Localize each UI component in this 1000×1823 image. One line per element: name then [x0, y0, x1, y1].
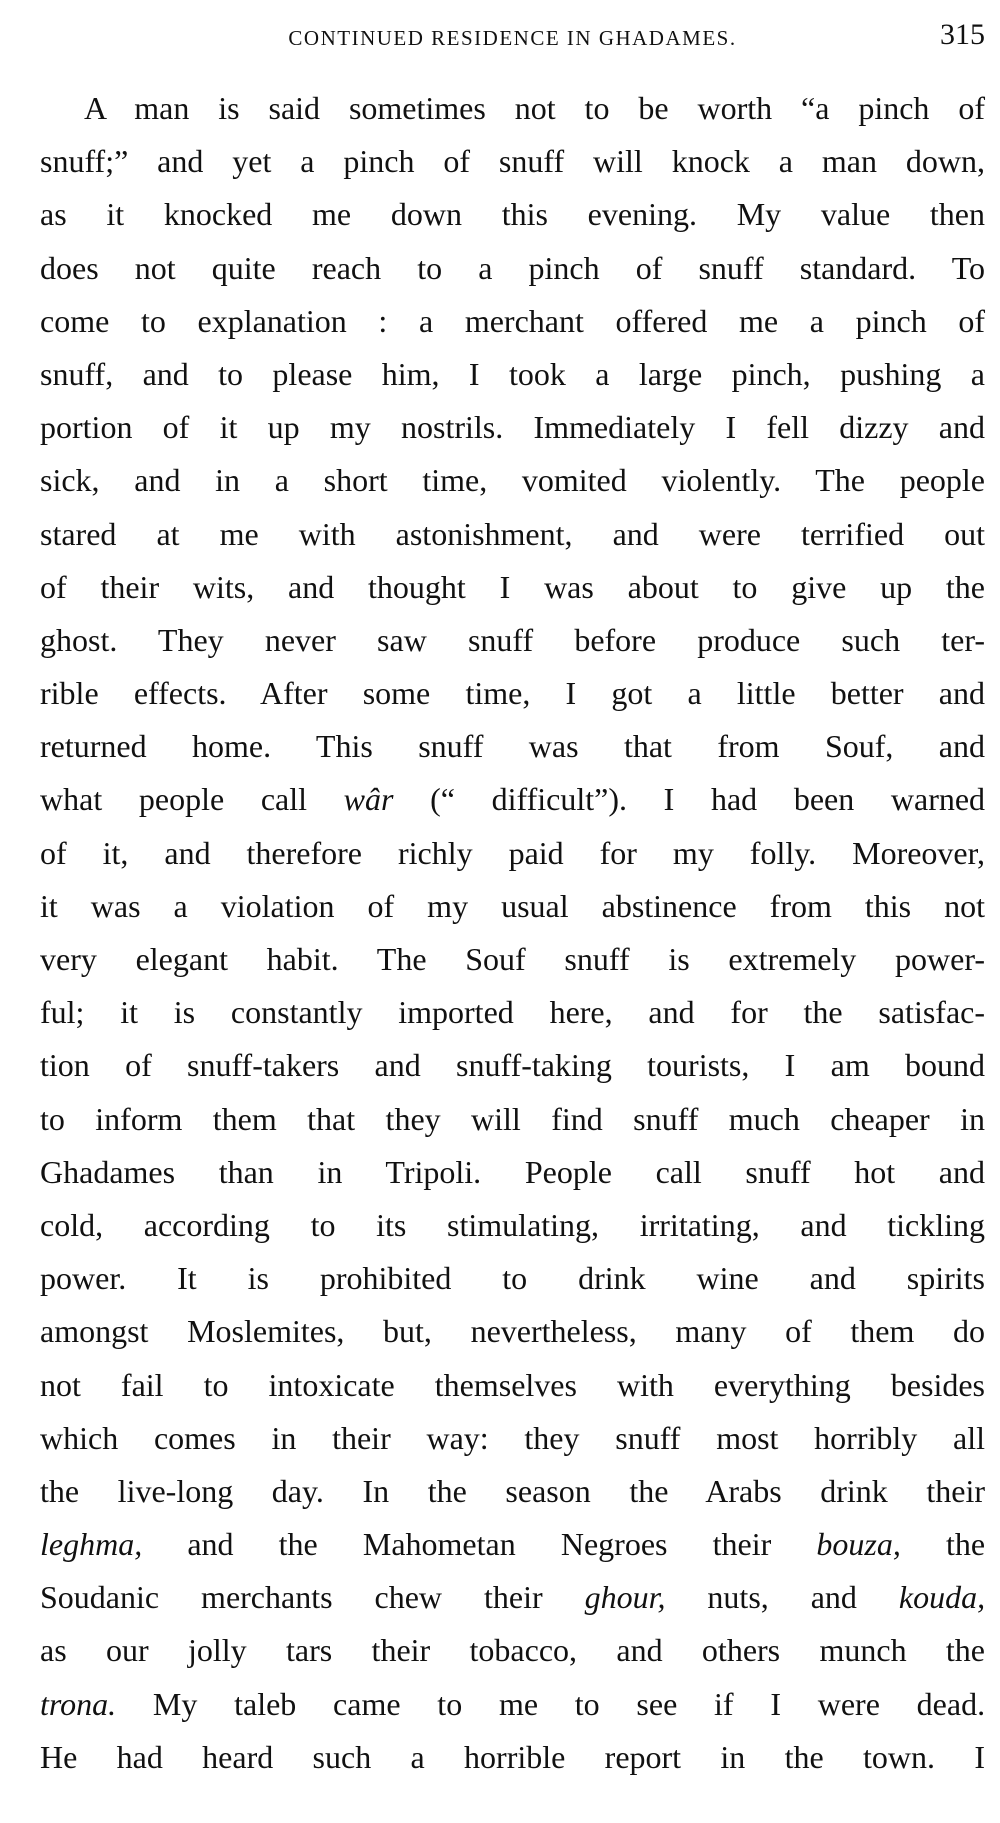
text-line: it was a violation of my usual abstinence from this not — [40, 887, 985, 924]
italic-word: ghour, — [584, 1579, 666, 1616]
text-line: Soudanic merchants chew their ghour, nuts, and kouda, — [40, 1579, 986, 1616]
text-line: come to explanation : a merchant offered me a pinch of — [40, 302, 985, 339]
text-line: the live-long day. In the season the Arabs drink their — [40, 1472, 985, 1509]
text-line: of it, and therefore richly paid for my folly. Moreover, — [40, 834, 985, 871]
text-line: amongst Moslemites, but, nevertheless, many of them do — [40, 1313, 985, 1350]
text-line: ful; it is constantly imported here, and for the satisfac- — [40, 994, 985, 1031]
running-title: CONTINUED RESIDENCE IN GHADAMES. — [288, 26, 737, 50]
text-line: very elegant habit. The Souf snuff is extremely power- — [40, 941, 985, 977]
italic-word: trona. — [40, 1685, 117, 1722]
italic-word: bouza, — [816, 1526, 901, 1563]
italic-word: wâr — [343, 781, 394, 818]
text-line: portion of it up my nostrils. Immediately I fell dizzy and — [40, 409, 985, 446]
text-line: Ghadames than in Tripoli. People call snuff hot and — [40, 1153, 985, 1190]
text-line: stared at me with astonishment, and were terrified out — [40, 515, 985, 552]
text-line: as it knocked me down this evening. My value then — [40, 196, 985, 233]
text-line: returned home. This snuff was that from Souf, and — [40, 728, 985, 765]
page-number: 315 — [940, 18, 985, 51]
text-line: does not quite reach to a pinch of snuff standard. To — [40, 249, 985, 286]
text-line: ghost. They never saw snuff before produce such ter- — [40, 621, 985, 658]
text-line: cold, according to its stimulating, irritating, and tickling — [40, 1206, 985, 1243]
text-line: to inform them that they will find snuff much cheaper in — [40, 1100, 985, 1137]
text-line: sick, and in a short time, vomited violently. The people — [40, 462, 985, 499]
text-line: snuff;” and yet a pinch of snuff will knock a man down, — [40, 143, 985, 180]
italic-word: kouda, — [898, 1579, 986, 1616]
text-line: snuff, and to please him, I took a large pinch, pushing a — [40, 355, 985, 392]
text-line: leghma, and the Mahometan Negroes their bouza, the — [40, 1526, 986, 1563]
text-line: rible effects. After some time, I got a little better and — [40, 675, 985, 712]
text-line: tion of snuff-takers and snuff-taking tourists, I am bound — [40, 1047, 985, 1084]
text-line: A man is said sometimes not to be worth “a pinch of — [84, 90, 985, 126]
italic-word: leghma, — [40, 1526, 143, 1563]
text-line: as our jolly tars their tobacco, and others munch the — [40, 1632, 985, 1669]
text-line: power. It is prohibited to drink wine and spirits — [40, 1260, 985, 1297]
page-header — [40, 18, 985, 68]
text-line: what people call wâr (“ difficult”). I had been warned — [40, 781, 986, 818]
text-line: of their wits, and thought I was about to give up the — [40, 568, 985, 605]
body-text — [40, 82, 985, 1784]
text-line: trona. My taleb came to me to see if I were dead. — [40, 1685, 986, 1722]
text-line: which comes in their way: they snuff most horribly all — [40, 1419, 985, 1456]
text-line: not fail to intoxicate themselves with everything besides — [40, 1366, 985, 1403]
text-line: He had heard such a horrible report in the town. I — [40, 1738, 985, 1775]
